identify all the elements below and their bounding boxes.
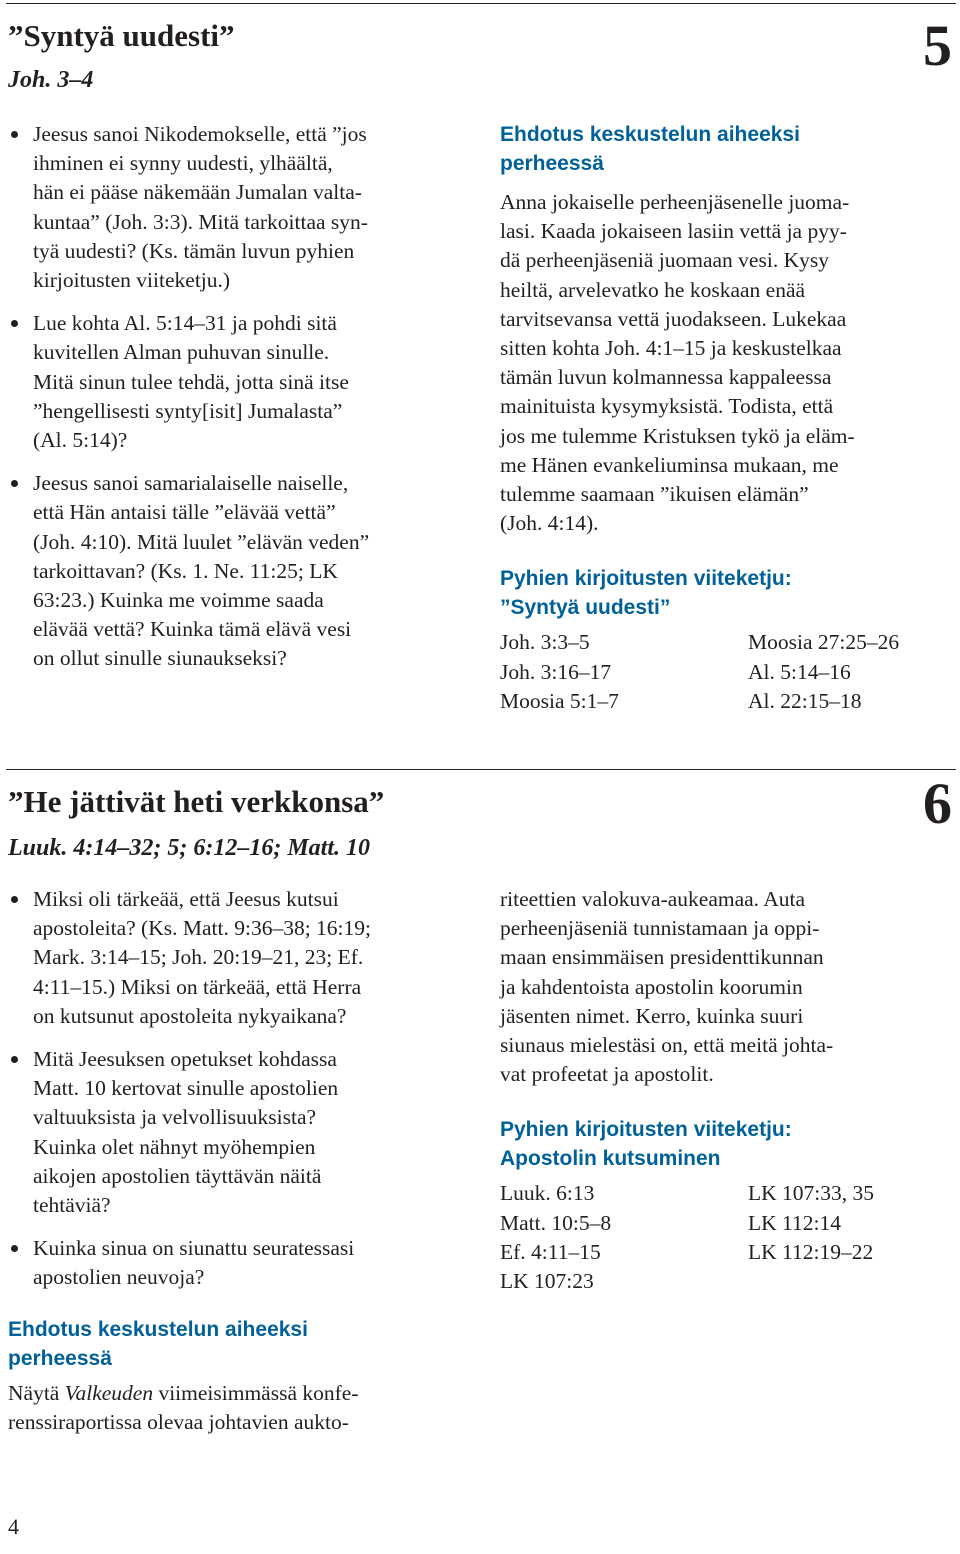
scripture-chain-references xyxy=(500,628,955,716)
reference-row xyxy=(500,1179,955,1208)
section-6-left-column xyxy=(8,885,478,1437)
reference: Al. 22:15–18 xyxy=(748,688,862,713)
scripture-chain-references xyxy=(500,1179,955,1296)
list-item: Miksi oli tärkeää, että Jeesus kutsui apostoleita? (Ks. Matt. 9:36–38; 16:19; Mark. 3:14–15; Joh. 20:19–21, 23; Ef. 4:11–15.) Miksi on tärkeää, että Herra on kutsunut apostoleita nykyaikana? xyxy=(8,885,478,1031)
reference: Moosia 5:1–7 xyxy=(500,688,619,713)
reference-row xyxy=(500,1238,955,1267)
family-text-start: Näytä xyxy=(8,1380,65,1405)
reference: Joh. 3:3–5 xyxy=(500,630,590,655)
reference-row xyxy=(500,658,955,687)
section-5-top-rule xyxy=(6,3,956,4)
section-5-right-column xyxy=(500,120,955,716)
section-6-title: ”He jättivät heti verkkonsa” xyxy=(8,784,385,819)
section-5-question-list xyxy=(8,120,478,674)
reference: Joh. 3:16–17 xyxy=(500,659,612,684)
family-text-end: viimeisimmässä konfe- renssiraportissa olevaa johtavien aukto- xyxy=(8,1380,359,1434)
section-6-top-rule xyxy=(6,769,956,770)
magazine-title: Valkeuden xyxy=(64,1380,154,1405)
section-6-question-list xyxy=(8,885,478,1293)
section-5-left-column xyxy=(8,120,478,688)
list-item: Kuinka sinua on siunattu seuratessasi apostolien neuvoja? xyxy=(8,1234,478,1292)
family-discussion-text: Anna jokaiselle perheenjäsenelle juoma- lasi. Kaada jokaiseen lasiin vettä ja pyy- dä perheenjäseniä juomaan vesi. Kysy heiltä, arvelevatko he koskaan enää tarvitsevansa vettä juodakseen. Lukekaa sitten kohta Joh. 4:1–15 ja keskustelkaa tämän luvun kolmannessa kappaleessa mainituista kysymyksistä. Todista, että jos me tulemme Kristuksen tykö ja eläm- me Hänen evankeliuminsa mukaan, me tulemme saamaan ”ikuisen elämän” (Joh. 4:14). xyxy=(500,190,855,536)
reference-row xyxy=(500,628,955,657)
reference-row xyxy=(500,1209,955,1238)
reference: Matt. 10:5–8 xyxy=(500,1210,612,1235)
reference: Moosia 27:25–26 xyxy=(748,630,900,655)
section-6-reference: Luuk. 4:14–32; 5; 6:12–16; Matt. 10 xyxy=(8,835,370,861)
list-item: Jeesus sanoi Nikodemokselle, että ”jos ihminen ei synny uudesti, ylhäältä, hän ei pääse näkemään Jumalan valta- kuntaa” (Joh. 3:3). Mitä tarkoittaa syn- tyä uudesti? (Ks. tämän luvun pyhien kirjoitusten viiteketju.) xyxy=(8,120,478,295)
reference-row xyxy=(500,687,955,716)
section-5-number: 5 xyxy=(923,13,952,78)
section-5-reference: Joh. 3–4 xyxy=(8,67,94,93)
page-number: 4 xyxy=(8,1514,19,1539)
scripture-chain-heading: Pyhien kirjoitusten viiteketju: Apostolin kutsuminen xyxy=(500,1118,792,1171)
family-discussion-text-continued: riteettien valokuva-aukeamaa. Auta perheenjäseniä tunnistamaan ja oppi- maan ensimmäisen presidenttikunnan ja kahdentoista apostolin koorumin jäsenten nimet. Kerro, kuinka suuri siunaus mielestäsi on, että meitä johta- vat profeetat ja apostolit. xyxy=(500,887,834,1087)
section-6-number: 6 xyxy=(923,771,952,836)
family-discussion-text xyxy=(8,1379,478,1437)
list-item: Lue kohta Al. 5:14–31 ja pohdi sitä kuvitellen Alman puhuvan sinulle. Mitä sinun tulee tehdä, jotta sinä itse ”hengellisesti synty[isit] Jumalasta” (Al. 5:14)? xyxy=(8,309,478,455)
reference: LK 112:19–22 xyxy=(748,1239,874,1264)
section-5-title: ”Syntyä uudesti” xyxy=(8,18,235,53)
reference: Al. 5:14–16 xyxy=(748,659,851,684)
reference: LK 112:14 xyxy=(748,1210,841,1235)
reference: Ef. 4:11–15 xyxy=(500,1239,601,1264)
list-item: Mitä Jeesuksen opetukset kohdassa Matt. 10 kertovat sinulle apostolien valtuuksista ja velvollisuuksista? Kuinka olet nähnyt myöhempien aikojen apostolien täyttävän näitä tehtäviä? xyxy=(8,1045,478,1220)
reference: LK 107:23 xyxy=(500,1269,594,1294)
scripture-chain-heading: Pyhien kirjoitusten viiteketju: ”Syntyä uudesti” xyxy=(500,567,792,620)
list-item: Jeesus sanoi samarialaiselle naiselle, että Hän antaisi tälle ”elävää vettä” (Joh. 4:10). Mitä luulet ”elävän veden” tarkoittavan? (Ks. 1. Ne. 11:25; LK 63:23.) Kuinka me voimme saada elävää vettä? Kuinka tämä elävä vesi on ollut sinulle siunaukseksi? xyxy=(8,469,478,673)
reference-row xyxy=(500,1267,955,1296)
family-discussion-heading: Ehdotus keskustelun aiheeksi perheessä xyxy=(8,1317,308,1370)
family-discussion-heading: Ehdotus keskustelun aiheeksi perheessä xyxy=(500,123,800,175)
section-6-right-column xyxy=(500,885,955,1296)
reference: LK 107:33, 35 xyxy=(748,1181,875,1206)
reference: Luuk. 6:13 xyxy=(500,1181,595,1206)
